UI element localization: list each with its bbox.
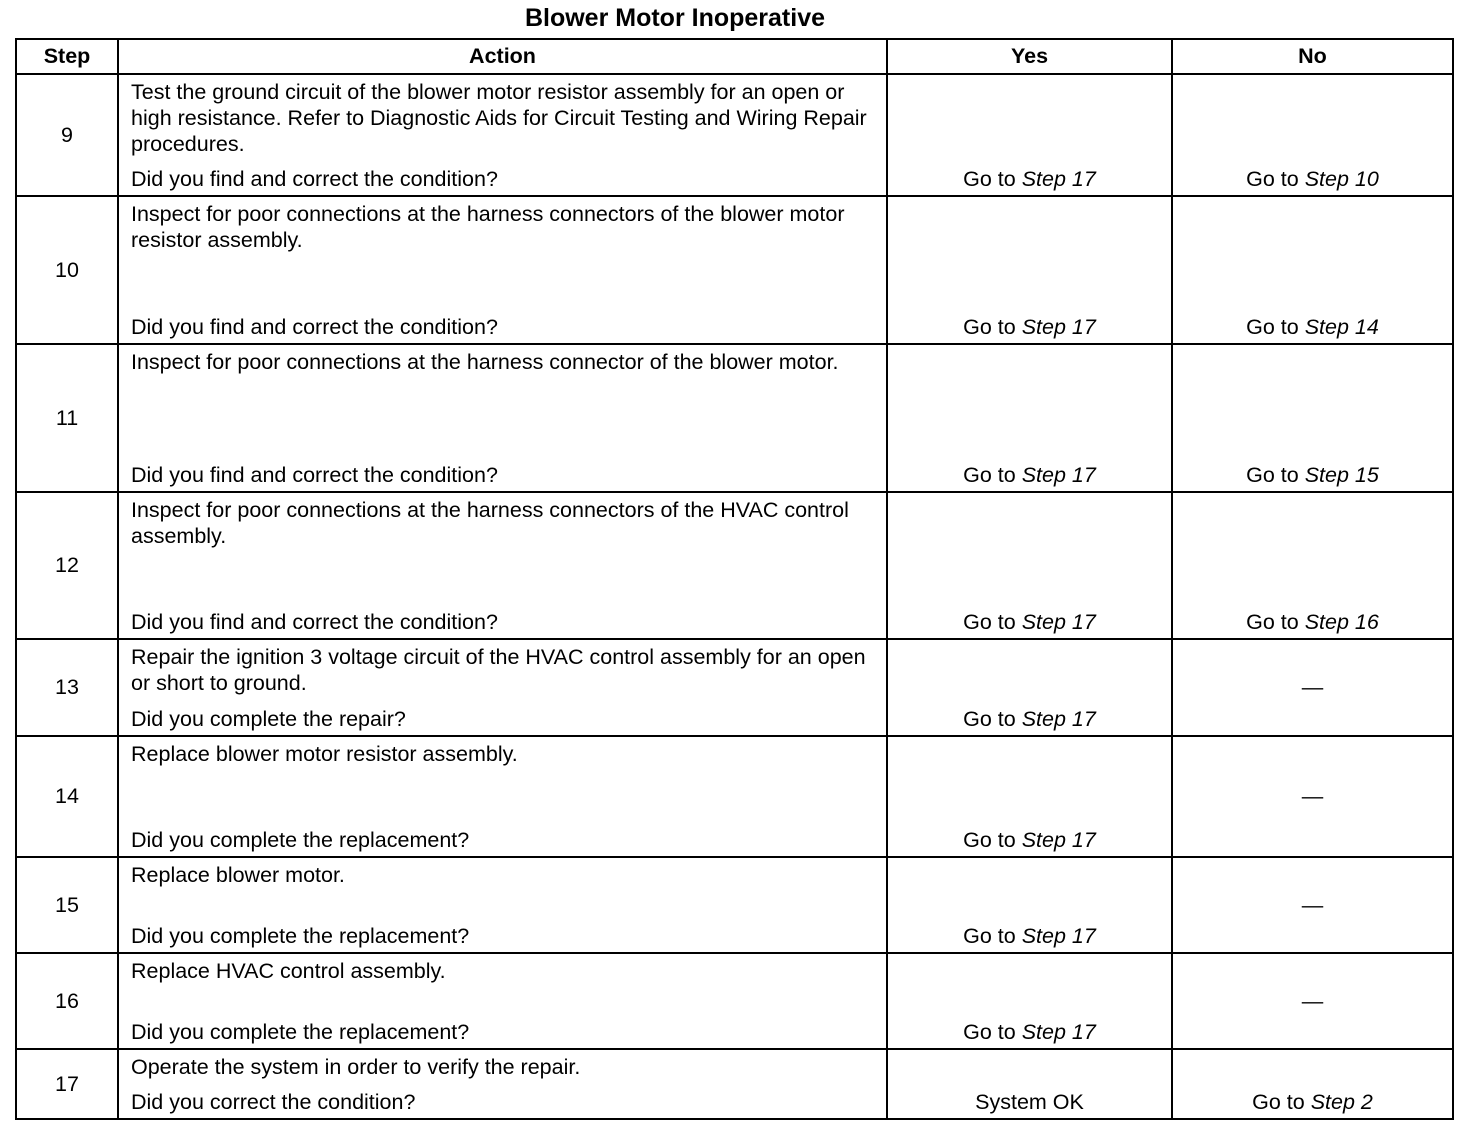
action-question: Did you find and correct the condition? (131, 315, 498, 339)
table-row (16, 74, 1453, 196)
no-prefix: Go to (1246, 167, 1305, 191)
yes-prefix: Go to (963, 315, 1022, 339)
step-number: 11 (16, 344, 118, 492)
yes-cell (887, 344, 1172, 492)
header-action: Action (118, 39, 887, 74)
yes-cell (887, 736, 1172, 857)
action-text: Replace blower motor. (131, 863, 345, 887)
header-step: Step (16, 39, 118, 74)
action-cell (118, 857, 887, 953)
no-prefix: — (1301, 892, 1324, 917)
yes-cell (887, 857, 1172, 953)
diagnostic-table (15, 38, 1454, 1120)
action-cell (118, 344, 887, 492)
table-row (16, 1049, 1453, 1119)
action-question: Did you find and correct the condition? (131, 167, 498, 191)
yes-cell (887, 953, 1172, 1049)
yes-cell (887, 74, 1172, 196)
yes-step-ref: Step 17 (1021, 463, 1096, 487)
no-step-ref: Step 15 (1304, 463, 1379, 487)
no-prefix: Go to (1252, 1090, 1311, 1114)
yes-step-ref: Step 17 (1021, 167, 1096, 191)
no-cell (1172, 857, 1453, 953)
action-question: Did you find and correct the condition? (131, 610, 498, 634)
no-cell (1172, 736, 1453, 857)
table-row (16, 857, 1453, 953)
action-cell (118, 736, 887, 857)
yes-step-ref: Step 17 (1021, 924, 1096, 948)
table-row (16, 953, 1453, 1049)
document-title: Blower Motor Inoperative (524, 4, 826, 32)
header-no: No (1172, 39, 1453, 74)
table-row (16, 196, 1453, 344)
no-cell (1172, 344, 1453, 492)
no-step-ref: Step 10 (1304, 167, 1379, 191)
yes-cell (887, 196, 1172, 344)
no-cell (1172, 1049, 1453, 1119)
yes-prefix: Go to (963, 167, 1022, 191)
yes-prefix: Go to (963, 610, 1022, 634)
yes-prefix: Go to (963, 1020, 1022, 1044)
yes-cell (887, 1049, 1172, 1119)
no-prefix: — (1301, 784, 1324, 808)
no-prefix: Go to (1246, 315, 1305, 339)
action-text: Inspect for poor connections at the harness connectors of the blower motor resistor assembly. (131, 202, 845, 252)
step-number: 10 (16, 196, 118, 344)
step-number: 9 (16, 74, 118, 196)
no-step-ref: Step 2 (1310, 1090, 1373, 1114)
action-question: Did you find and correct the condition? (131, 463, 498, 487)
no-step-ref: Step 14 (1304, 315, 1379, 339)
yes-step-ref: Step 17 (1021, 315, 1096, 339)
action-cell (118, 639, 887, 736)
no-prefix: Go to (1246, 610, 1305, 634)
action-text: Replace HVAC control assembly. (131, 959, 446, 983)
table-row (16, 639, 1453, 736)
table-row (16, 492, 1453, 639)
step-number: 17 (16, 1049, 118, 1119)
yes-step-ref: Step 17 (1021, 707, 1096, 731)
yes-step-ref: Step 17 (1021, 828, 1096, 852)
action-text: Inspect for poor connections at the harness connector of the blower motor. (131, 350, 839, 374)
no-prefix: — (1301, 988, 1324, 1013)
no-prefix: — (1301, 675, 1324, 699)
step-number: 12 (16, 492, 118, 639)
yes-prefix: Go to (963, 924, 1022, 948)
action-text: Replace blower motor resistor assembly. (131, 742, 518, 766)
no-cell (1172, 196, 1453, 344)
action-text: Repair the ignition 3 voltage circuit of the HVAC control assembly for an open or short to ground. (131, 645, 866, 695)
action-question: Did you correct the condition? (131, 1090, 416, 1114)
step-number: 15 (16, 857, 118, 953)
action-question: Did you complete the repair? (131, 707, 406, 731)
step-number: 14 (16, 736, 118, 857)
action-question: Did you complete the replacement? (131, 828, 470, 852)
no-cell (1172, 639, 1453, 736)
action-text: Inspect for poor connections at the harness connectors of the HVAC control assembly. (131, 498, 849, 548)
yes-prefix: Go to (963, 707, 1022, 731)
no-cell (1172, 74, 1453, 196)
table-row (16, 344, 1453, 492)
table-row (16, 736, 1453, 857)
action-cell (118, 492, 887, 639)
yes-cell (887, 492, 1172, 639)
action-question: Did you complete the replacement? (131, 1020, 470, 1044)
yes-prefix: Go to (963, 463, 1022, 487)
action-text: Test the ground circuit of the blower motor resistor assembly for an open or high resistance. Refer to Diagnostic Aids for Circuit Testing and Wiring Repair procedures. (131, 80, 867, 156)
yes-prefix: System OK (975, 1090, 1084, 1114)
table-header-row (16, 39, 1453, 74)
yes-step-ref: Step 17 (1021, 1020, 1096, 1044)
yes-prefix: Go to (963, 828, 1022, 852)
no-step-ref: Step 16 (1304, 610, 1379, 634)
action-cell (118, 953, 887, 1049)
action-cell (118, 74, 887, 196)
yes-step-ref: Step 17 (1021, 610, 1096, 634)
no-prefix: Go to (1246, 463, 1305, 487)
action-question: Did you complete the replacement? (131, 924, 470, 948)
action-cell (118, 1049, 887, 1119)
action-text: Operate the system in order to verify the repair. (131, 1055, 581, 1079)
yes-cell (887, 639, 1172, 736)
action-cell (118, 196, 887, 344)
no-cell (1172, 492, 1453, 639)
no-cell (1172, 953, 1453, 1049)
step-number: 13 (16, 639, 118, 736)
step-number: 16 (16, 953, 118, 1049)
header-yes: Yes (887, 39, 1172, 74)
